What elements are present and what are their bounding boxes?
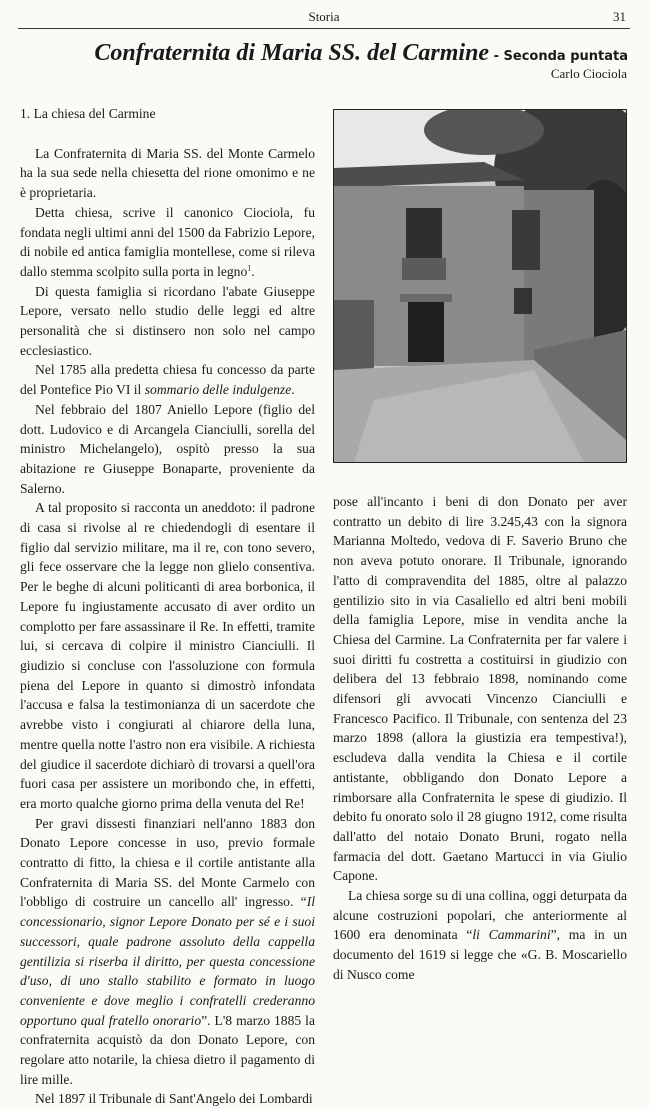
article-title-line — [0, 40, 628, 67]
paragraph: La chiesa sorge su di una collina, oggi deturpata da alcune costruzioni popolari, che anteriormente al 1600 era denominata “li Cammarini”, ma in un documento del 1619 si legge che «G. B. Moscariello di Nusco come — [333, 888, 627, 982]
paragraph: La Confraternita di Maria SS. del Monte Carmelo ha la sua sede nella chiesetta del rione omonimo e ne è proprietaria. — [20, 145, 315, 201]
paragraph: Nel 1897 il Tribunale di Sant'Angelo dei Lombardi — [35, 1091, 313, 1107]
paragraph: Nel febbraio del 1807 Aniello Lepore (figlio del dott. Ludovico e di Arcangela Cianciulli, sorella del ministro Michelangelo), ospitò presso la sua abitazione re Giuseppe Bonaparte, proveniente da Salerno. — [20, 401, 315, 496]
paragraph: pose all'incanto i beni di don Donato per aver contratto un debito di lire 3.245,43 con la signora Marianna Moltedo, vedova di F. Saverio Bruno che non aveva potuto onorare. Il Tribunale, ignorando l'atto di compravendita del 1885, oltre al palazzo gentilizio sito in via Casaliello ed altri beni mobili della famiglia Lepore, mise in vendita anche la Chiesa del Carmine. La Confraternita per far valere i suoi diritti fu costretta a costituirsi in giudizio con delibera del 13 febbraio 1898, nominando come difensori gli avvocati Vincenzo Cianciulli e Francesco Pacifico. Il Tribunale, con sentenza del 23 marzo 1898 (allora la giustizia era tempestiva!), escludeva dalla vendita la Chiesa e il cortile antistante, obbligando don Donato Lepore a rimborsare alla Confraternita le spese di giudizio. Il debito fu onorato solo il 28 giugno 1912, come risulta dall'atto del notaio Donato Bruni, rogato nella farmacia del dott. Gaetano Martucci in via Giulio Capone. — [333, 494, 627, 884]
paragraph: Di questa famiglia si ricordano l'abate Giuseppe Lepore, versato nello studio delle leggi ed altre personalità che si distinsero non solo nel campo ecclesiastico. — [20, 283, 315, 358]
article-subtitle: Seconda puntata — [503, 49, 628, 64]
quotation: Il concessionario, signor Lepore Donato per sé e i suoi successori, quale padrone assoluto della cappella gentilizia si riserba il diritto, per questa concessione d'uso, di uno stallo stabilito e formato in luogo conveniente e dove meglio i confratelli crederanno opportuno qual fratello onorario — [20, 894, 315, 1028]
church-photo — [333, 109, 627, 463]
running-head — [18, 8, 630, 29]
article-title: Confraternita di Maria SS. del Carmine — [94, 40, 490, 66]
church-photo-image — [334, 110, 626, 462]
section-name: Storia — [308, 9, 340, 24]
title-separator: - — [489, 49, 504, 64]
section-heading: 1. La chiesa del Carmine — [20, 106, 156, 121]
footnote-ref: 1 — [247, 263, 252, 273]
paragraph: A tal proposito si racconta un aneddoto: il padrone di casa si rivolse al re chiedendogli di esentare il figlio dal servizio militare, ma il re, con tono severo, gli fece osservare che la legge non glielo consentiva. Per le beghe di alcuni politicanti di area borbonica, il Lepore fu ingiustamente accusato di aver ordito un complotto per fare assassinare il Re. In effetti, tramite lui, si cercava di colpire il ministro Cianciulli. Il giudizio si concluse con l'assoluzione con formula piena del Lepore in quanto si dimostrò infondata l'accusa e falsa la testimonianza di un sacerdote che avrebbe visto i congiurati al chiarore della luna, mentre quella notte l'astro non era visibile. A richiesta del giudice il sacerdote dichiarò di trovarsi a quell'ora fuori casa per assistere un moribondo che, in effetti, era morto qualche giorno prima della venuta del Re! — [20, 500, 315, 811]
right-column — [333, 492, 627, 985]
paragraph: Per gravi dissesti finanziari nell'anno 1883 don Donato Lepore concesse in uso, previo formale contratto di fitto, la chiesa e il cortile antistante alla Confraternita di Maria SS. del Monte Carmelo con l'obbligo di costruire un cancello all' ingresso. “Il concessionario, signor Lepore Donato per sé e i suoi successori, quale padrone assoluto della cappella gentilizia si riserba il diritto, per questa concessione d'uso, di uno stallo stabilito e formato in luogo conveniente e dove meglio i confratelli crederanno opportuno qual fratello onorario”. L'8 marzo 1885 la confraternita acquistò da don Donato Lepore, con regolare atto notarile, la chiesa dietro il pagamento di lire mille. — [20, 815, 315, 1087]
paragraph: Nel 1785 alla predetta chiesa fu concesso da parte del Pontefice Pio VI il sommario delle indulgenze. — [20, 362, 315, 398]
page-number: 31 — [613, 9, 626, 24]
left-column — [20, 104, 315, 1109]
paragraph: Detta chiesa, scrive il canonico Ciociola, fu fondata negli ultimi anni del 1500 da Fabrizio Lepore, di nobile ed antica famiglia montellese, come si rileva dallo stemma scolpito sulla porta in legno$^1$. — [20, 204, 315, 279]
article-author: Carlo Ciociola — [550, 66, 627, 81]
